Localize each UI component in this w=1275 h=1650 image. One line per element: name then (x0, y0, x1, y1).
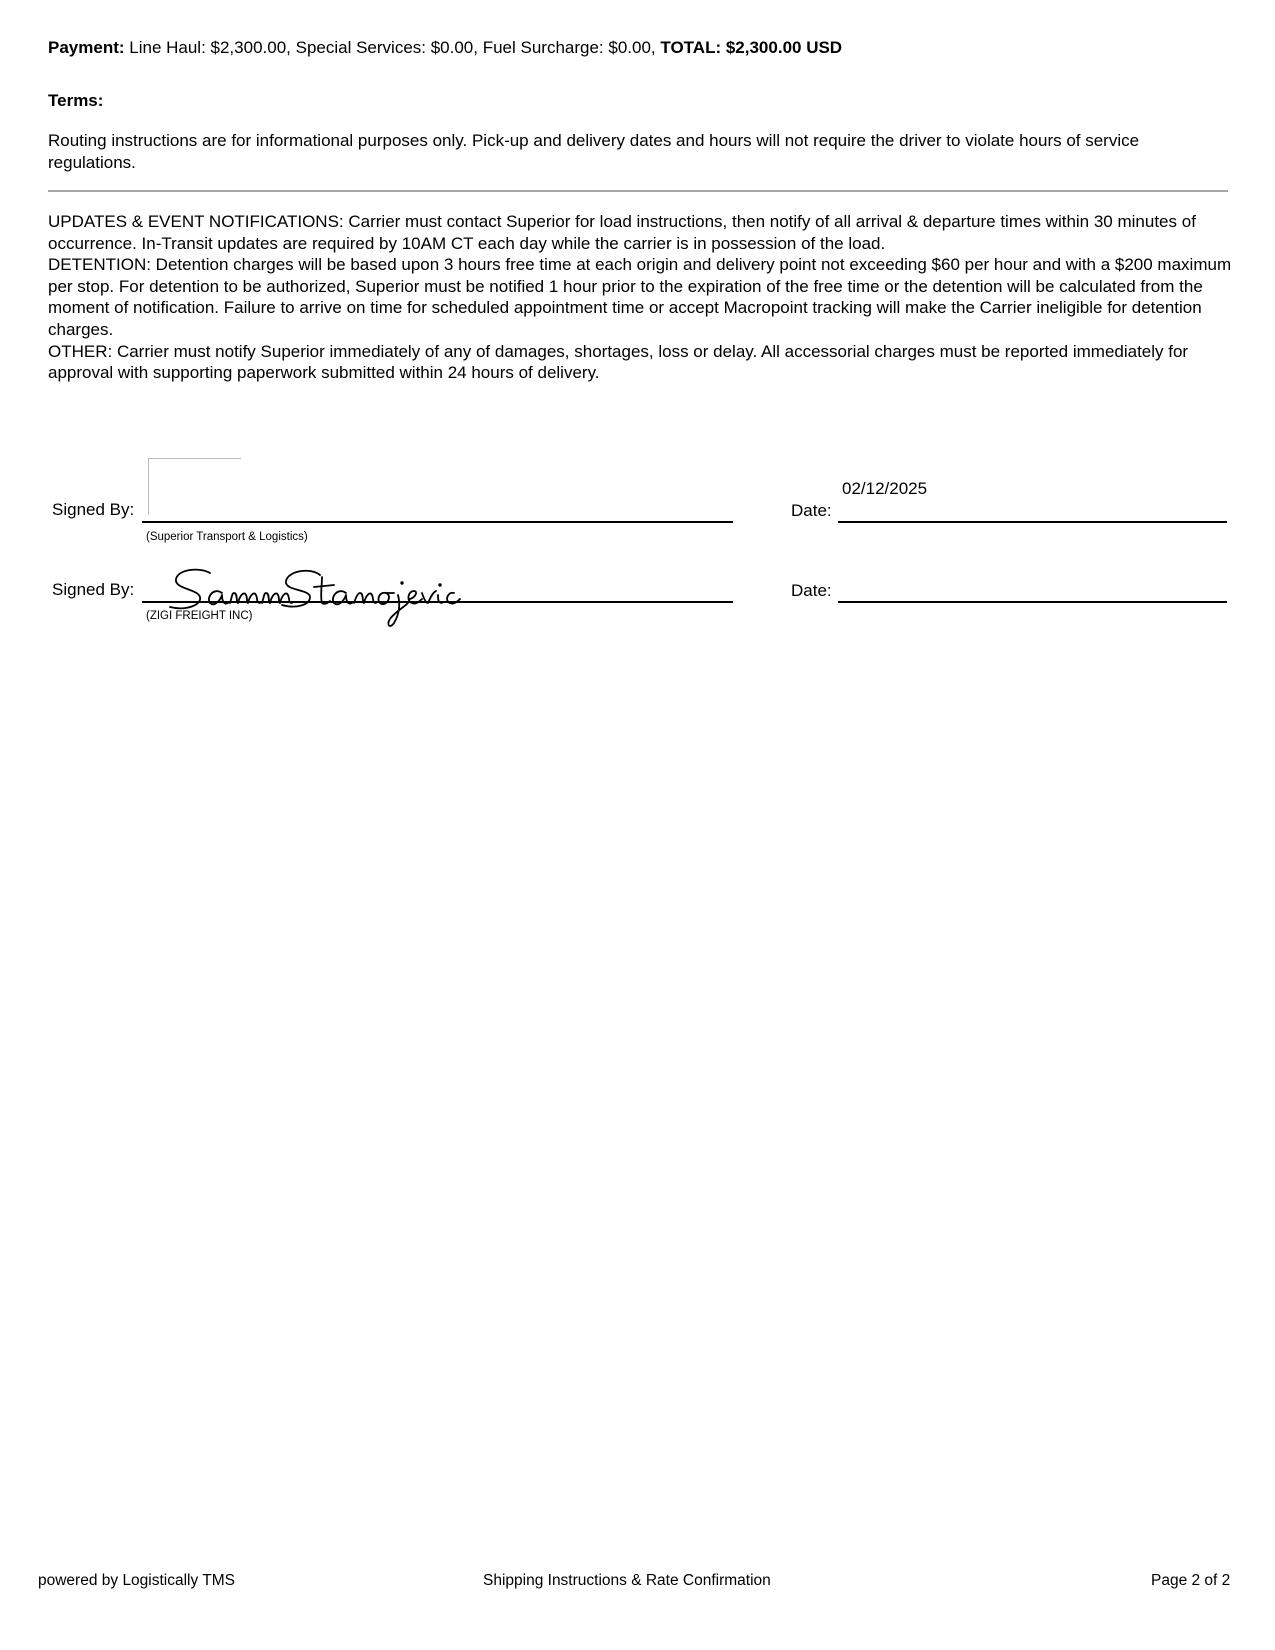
shipper-signature-field[interactable] (148, 458, 241, 515)
conditions-block (48, 211, 1233, 384)
footer-powered-by: powered by Logistically TMS (38, 1572, 235, 1589)
carrier-date-label: Date: (791, 581, 832, 600)
detention-paragraph: DETENTION: Detention charges will be based upon 3 hours free time at each origin and delivery point not exceeding $60 per hour and with a $200 maximum per stop. For detention to be authorized, Superior must be notified 1 hour prior to the expiration of the free time or the detention will be calculated from the moment of notification. Failure to arrive on time for scheduled appointment time or accept Macropoint tracking will make the Carrier ineligible for detention charges. (48, 255, 1232, 339)
payment-label: Payment: (48, 38, 125, 57)
terms-heading: Terms: (48, 91, 104, 110)
terms-text: Routing instructions are for informational purposes only. Pick-up and delivery dates and hours will not require the driver to violate hours of service regulations. (48, 131, 1140, 172)
shipper-company-caption: (Superior Transport & Logistics) (146, 531, 308, 543)
carrier-signature-line (142, 601, 733, 603)
carrier-company-caption: (ZIGI FREIGHT INC) (146, 610, 253, 622)
shipper-signature-line (142, 521, 733, 523)
payment-line (48, 38, 842, 58)
payment-details: Line Haul: $2,300.00, Special Services: $0.00, Fuel Surcharge: $0.00, (124, 38, 661, 57)
carrier-signed-by-label: Signed By: (52, 580, 135, 599)
shipper-date-line (838, 521, 1227, 523)
shipper-signed-by-label: Signed By: (52, 500, 135, 519)
section-divider (48, 190, 1228, 192)
other-paragraph: OTHER: Carrier must notify Superior immediately of any of damages, shortages, loss or delay. All accessorial charges must be reported immediately for approval with supporting paperwork submitted within 24 hours of delivery. (48, 341, 1189, 383)
shipper-date-value: 02/12/2025 (842, 479, 928, 498)
footer-page-number: Page 2 of 2 (1151, 1572, 1231, 1589)
footer-document-title: Shipping Instructions & Rate Confirmation (483, 1572, 771, 1589)
shipper-date-label: Date: (791, 501, 832, 520)
payment-total: TOTAL: $2,300.00 USD (660, 38, 843, 57)
updates-paragraph: UPDATES & EVENT NOTIFICATIONS: Carrier must contact Superior for load instructions, then notify of all arrival & departure times within 30 minutes of occurrence. In-Transit updates are required by 10AM CT each day while the carrier is in possession of the load. (48, 212, 1196, 253)
carrier-date-line (838, 601, 1227, 603)
